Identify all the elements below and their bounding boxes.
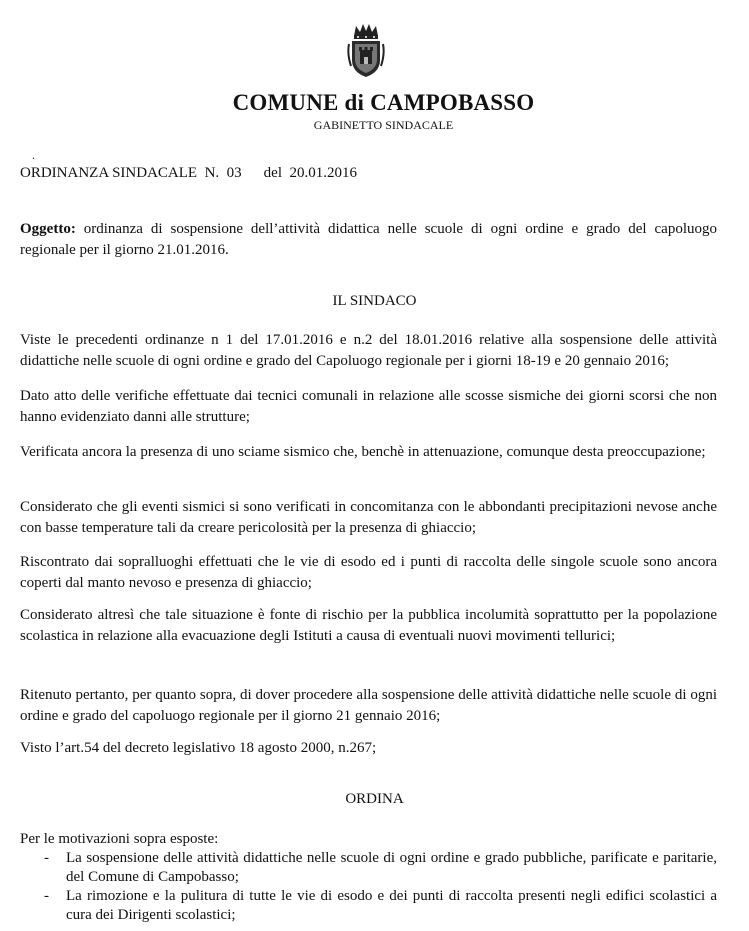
paragraph-ritenuto: Ritenuto pertanto, per quanto sopra, di dover procedere alla sospensione delle attività didattiche nelle scuole di ogni ordine e grado del capoluogo regionale per il giorno 21 gennaio 2016; (20, 687, 717, 724)
list-item (20, 887, 717, 925)
municipality-title: COMUNE di CAMPOBASSO (232, 90, 535, 115)
paragraph-viste: Viste le precedenti ordinanze n 1 del 17.01.2016 e n.2 del 18.01.2016 relative alla sospensione delle attività didattiche nelle scuole di ogni ordine e grado del Capoluogo regionale per i giorni 18-19 e 20 gennaio 2016; (20, 332, 717, 369)
paragraph-considerato-eventi: Considerato che gli eventi sismici si sono verificati in concomitanza con le abbondanti precipitazioni nevose anche con basse temperature tali da creare pericolosità per la presenza di ghiaccio; (20, 499, 717, 536)
ordinance-number: ORDINANZA SINDACALE N. 03 (20, 165, 242, 181)
heading-il-sindaco: IL SINDACO (332, 293, 417, 309)
ordinance-date: del 20.01.2016 (263, 165, 357, 181)
bullet-dash: - (44, 850, 49, 866)
subject-paragraph (20, 219, 717, 261)
subject-label: Oggetto: (20, 221, 76, 237)
ordina-intro: Per le motivazioni sopra esposte: (20, 831, 219, 847)
paragraph-considerato-rischio: Considerato altresì che tale situazione è fonte di rischio per la pubblica incolumità soprattutto per la popolazione scolastica in relazione alla evacuazione degli Istituti a causa di eventuali nuovi movimenti tellurici; (20, 607, 717, 644)
coat-of-arms-icon (346, 22, 386, 78)
ordinance-reference (20, 165, 357, 182)
ordina-list (20, 830, 717, 925)
office-subtitle: GABINETTO SINDACALE (313, 118, 454, 132)
paragraph-verificata: Verificata ancora la presenza di uno sciame sismico che, benchè in attenuazione, comunque desta preoccupazione; (20, 444, 706, 460)
bullet-dash: - (44, 888, 49, 904)
subject-text: ordinanza di sospensione dell’attività didattica nelle scuole di ogni ordine e grado del capoluogo regionale per il giorno 21.01.2016. (20, 221, 717, 258)
list-item-text: La rimozione e la pulitura di tutte le vie di esodo e dei punti di raccolta presenti negli edifici scolastici a cura dei Dirigenti scolastici; (66, 888, 717, 923)
margin-mark: . (32, 148, 35, 162)
heading-ordina: ORDINA (345, 791, 404, 807)
list-item-text: La sospensione delle attività didattiche nelle scuole di ogni ordine e grado pubbliche, parificate e paritarie, del Comune di Campobasso; (66, 850, 717, 885)
list-item (20, 849, 717, 887)
paragraph-visto: Visto l’art.54 del decreto legislativo 18 agosto 2000, n.267; (20, 740, 377, 756)
paragraph-riscontrato: Riscontrato dai sopralluoghi effettuati che le vie di esodo ed i punti di raccolta delle singole scuole sono ancora coperti dal manto nevoso e presenza di ghiaccio; (20, 554, 717, 591)
paragraph-dato-atto: Dato atto delle verifiche effettuate dai tecnici comunali in relazione alle scosse sismiche dei giorni scorsi che non hanno evidenziato danni alle strutture; (20, 388, 717, 425)
